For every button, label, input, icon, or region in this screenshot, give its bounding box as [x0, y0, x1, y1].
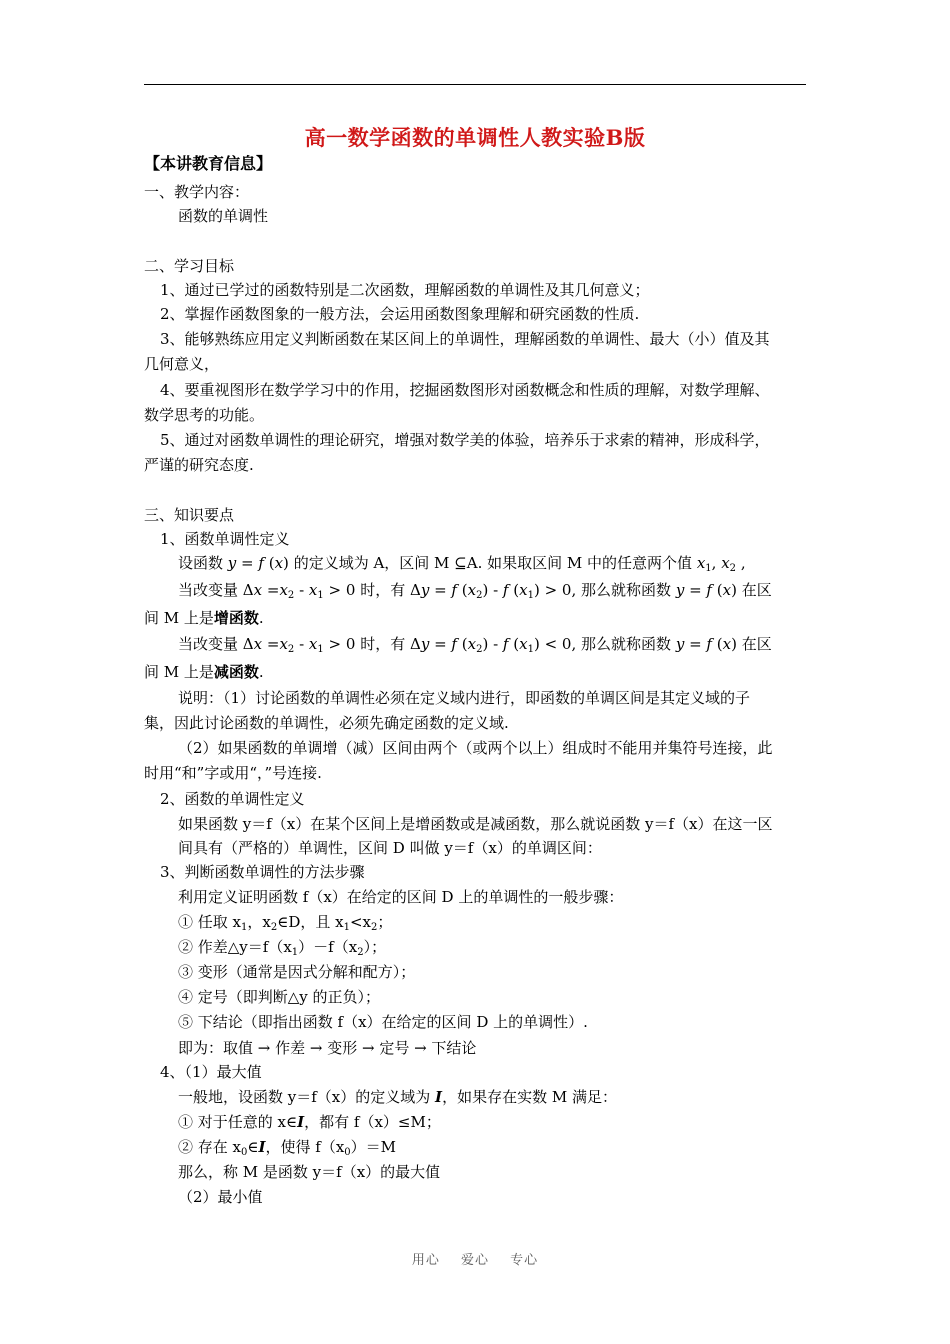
dec-text-d: 在区 [741, 635, 772, 653]
def-dec-line [178, 634, 772, 654]
s1-heading: 一、教学内容： [144, 183, 250, 201]
note-2b: 时用“和”字或用“，”号连接. [144, 764, 322, 782]
p2-text-b: 间具有（严格的）单调性，区间 D 叫做 y＝f（x）的单调区间： [178, 839, 602, 857]
p1-heading: 1、函数单调性定义 [160, 530, 290, 548]
goal-3b: 几何意义， [144, 355, 220, 373]
inc-conclusion: 间 M 上是增函数. [144, 609, 264, 627]
max-cond-2-d: ）＝M [350, 1138, 397, 1156]
p4-heading: 4、（1）最大值 [160, 1063, 262, 1081]
step-1-c: ∈D，且 x [277, 913, 344, 931]
goal-4b: 数学思考的功能。 [144, 406, 265, 424]
max-cond-2-b: ∈ [247, 1138, 259, 1156]
dec-text-c: 那么就称函数 [581, 635, 672, 653]
goal-5b: 严谨的研究态度. [144, 456, 254, 474]
step-2: ② 作差$\triangle y=f(x_1)-f(x_2)$； [178, 938, 387, 958]
step-1-b: ，x [247, 913, 271, 931]
dec-text-e: 间 M 上是 [144, 663, 214, 681]
max-cond-2-a: ② 存在 x [178, 1138, 241, 1156]
max-def-a: 一般地，设函数 y＝f（x）的定义域为 [178, 1088, 431, 1106]
page-footer [0, 1249, 950, 1268]
def-set-b: 的定义域为 A，区间 M ⊆A. 如果取区间 M 中的任意两个值 [293, 554, 693, 572]
formula-dx: $\Delta x =x_2 - x_1 > 0$ [242, 635, 356, 655]
s3-heading: 三、知识要点 [144, 506, 235, 524]
note-1a: 说明：（1）讨论函数的单调性必须在定义域内进行，即函数的单调区间是其定义域的子 [178, 689, 751, 707]
goal-5a: 5、通过对函数单调性的理论研究，增强对数学美的体验，培养乐于求索的精神，形成科学， [160, 431, 770, 449]
p2-text-a: 如果函数 y＝f（x）在某个区间上是增函数或是减函数，那么就说函数 y＝f（x）在这一区 [178, 815, 773, 833]
max-def-line: 一般地，设函数 y＝f（x）的定义域为 I，如果存在实数 M 满足： [178, 1088, 617, 1106]
term-decreasing: 减函数 [213, 663, 259, 681]
max-def-b: ，如果存在实数 M 满足： [442, 1088, 617, 1106]
step-2-c: ）； [363, 938, 387, 956]
inc-text-b: 时，有 [360, 581, 406, 599]
def-set-a: 设函数 [178, 554, 224, 572]
step-3: ③ 变形（通常是因式分解和配方）； [178, 963, 416, 981]
step-1: ① 任取 $x_1$，$x_2\in D$，且 $x_1<x_2$； [178, 913, 393, 933]
max-cond-2-c: ，使得 f（x [265, 1138, 345, 1156]
max-cond-1-a: ① 对于任意的 x∈ [178, 1113, 298, 1131]
footer-item: 专心 [510, 1253, 539, 1268]
step-5: ⑤ 下结论（即指出函数 f（x）在给定的区间 D 上的单调性）. [178, 1013, 588, 1031]
s1-content: 函数的单调性 [178, 207, 269, 225]
term-increasing: 增函数 [213, 609, 259, 627]
inc-text-a: 当改变量 [178, 581, 239, 599]
formula-x1-x2: $x_1$, $x_2$ , [696, 554, 746, 574]
inc-text-e: 间 M 上是 [144, 609, 214, 627]
def-set-line [178, 553, 746, 573]
dec-text-a: 当改变量 [178, 635, 239, 653]
section-header: 【本讲教育信息】 [144, 154, 273, 173]
steps-summary: 即为：取值 → 作差 → 变形 → 定号 → 下结论 [178, 1039, 477, 1057]
step-1-d: <x [349, 913, 371, 931]
step-4: ④ 定号（即判断△y 的正负）； [178, 988, 381, 1006]
formula-y-fx: y = f (x) [675, 581, 737, 599]
page-title: 高一数学函数的单调性人教实验B版 [304, 125, 646, 150]
footer-item: 用心 [411, 1253, 440, 1268]
note-2a: （2）如果函数的单调增（减）区间由两个（或两个以上）组成时不能用并集符号连接，此 [178, 739, 773, 757]
step-1-e: ； [377, 913, 393, 931]
def-inc-line [178, 580, 772, 600]
step-2-b: ）－f（x [298, 938, 358, 956]
p3-heading: 3、判断函数单调性的方法步骤 [160, 863, 365, 881]
footer-item: 爱心 [460, 1253, 489, 1268]
inc-text-d: 在区 [741, 581, 772, 599]
goal-1: 1、通过已学过的函数特别是二次函数，理解函数的单调性及其几何意义； [160, 281, 650, 299]
goal-4a: 4、要重视图形在数学学习中的作用，挖掘函数图形对函数概念和性质的理解，对数学理解、 [160, 381, 770, 399]
goal-2: 2、掌握作函数图象的一般方法，会运用函数图象理解和研究函数的性质. [160, 305, 640, 323]
dec-conclusion: 间 M 上是减函数. [144, 663, 264, 681]
max-cond-1-b: ，都有 f（x）≤M； [304, 1113, 441, 1131]
p3-intro: 利用定义证明函数 f（x）在给定的区间 D 上的单调性的一般步骤： [178, 888, 624, 906]
min-heading: （2）最小值 [178, 1188, 263, 1206]
inc-text-c: 那么就称函数 [581, 581, 672, 599]
max-conclusion: 那么，称 M 是函数 y＝f（x）的最大值 [178, 1163, 441, 1181]
formula-dy-neg: Δy = f $(x_2)$ - f $(x_1) < 0$, [409, 635, 577, 655]
s2-heading: 二、学习目标 [144, 257, 235, 275]
p2-heading: 2、函数的单调性定义 [160, 790, 305, 808]
formula-dx: $\Delta x =x_2 - x_1 > 0$ [242, 581, 356, 601]
step-1-a: ① 任取 x [178, 913, 241, 931]
max-cond-1: ① 对于任意的 x∈I，都有 f（x）≤M； [178, 1113, 441, 1131]
dec-text-b: 时，有 [360, 635, 406, 653]
header-rule [144, 84, 806, 85]
step-2-a: ② 作差△y＝f（x [178, 938, 292, 956]
formula-y-fx: y = f (x) [227, 554, 289, 572]
goal-3a: 3、能够熟练应用定义判断函数在某区间上的单调性，理解函数的单调性、最大（小）值及其 [160, 330, 770, 348]
formula-dy-pos: Δy = f $(x_2)$ - f $(x_1) > 0$, [409, 581, 577, 601]
note-1b: 集，因此讨论函数的单调性，必须先确定函数的定义域. [144, 714, 509, 732]
formula-y-fx: y = f (x) [675, 635, 737, 653]
max-cond-2: ② 存在 $x_0\in I$，使得 $f(x_0)=M$ [178, 1138, 397, 1158]
